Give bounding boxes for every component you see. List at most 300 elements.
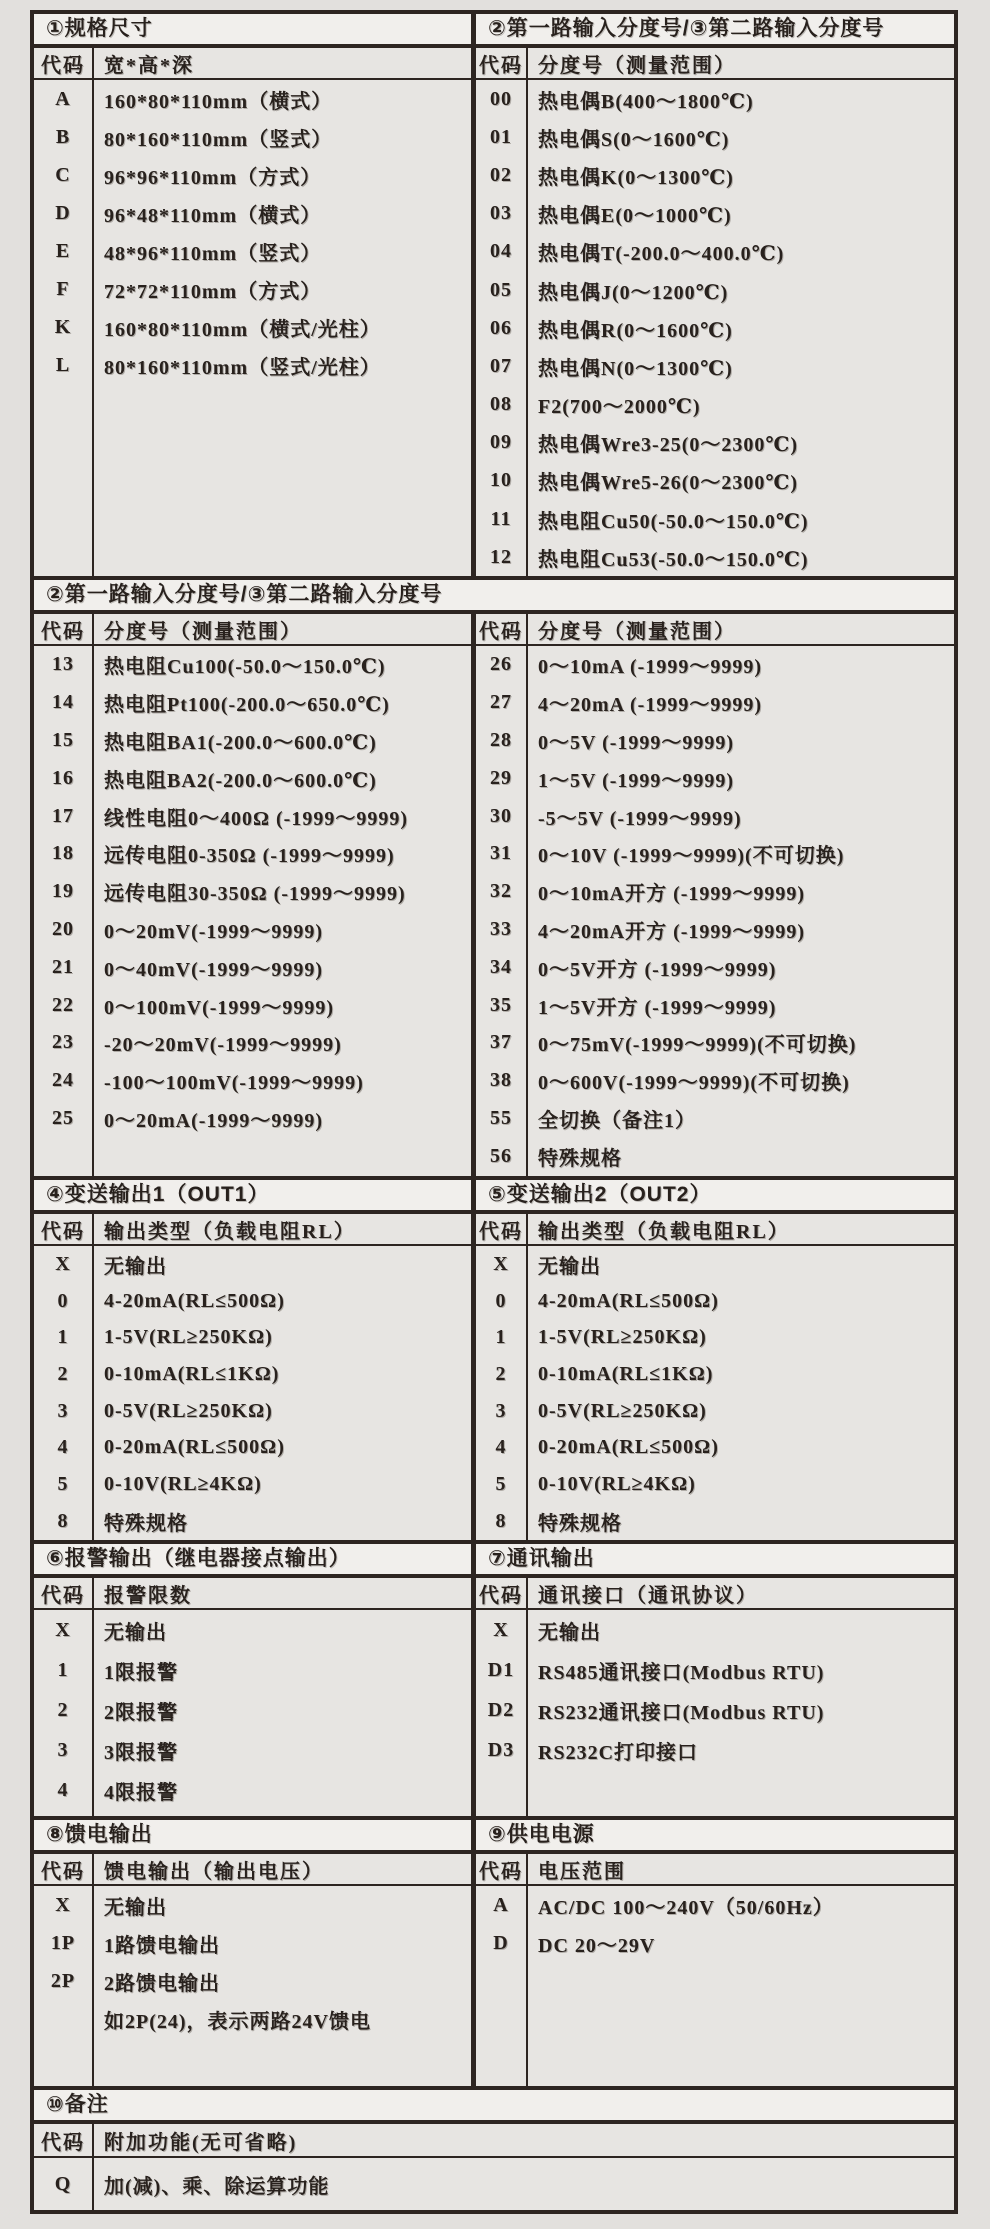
row-desc: 1～5V开方 (-1999～9999)	[538, 996, 777, 1019]
row-code: 3	[495, 1399, 507, 1422]
row-code: 8	[495, 1509, 507, 1532]
row-desc: 0～10mA开方 (-1999～9999)	[538, 883, 806, 906]
column-header	[34, 1214, 471, 1246]
table-row	[34, 1503, 471, 1540]
band-4	[34, 1540, 954, 1816]
row-code: 14	[52, 691, 74, 714]
row-desc: 4限报警	[104, 1781, 178, 1804]
row-code: 04	[490, 240, 512, 263]
section-input-range-part1	[476, 14, 954, 576]
row-code: 12	[490, 545, 512, 568]
table-row	[476, 538, 954, 576]
row-code: X	[55, 1893, 71, 1916]
desc-col-header: 宽*高*深	[104, 54, 194, 77]
table-row	[34, 346, 471, 384]
table-row	[476, 386, 954, 424]
row-desc: 160*80*110mm（横式/光柱）	[104, 318, 381, 341]
row-desc: 0-10mA(RL≤1KΩ)	[538, 1362, 714, 1385]
row-desc: 96*96*110mm（方式）	[104, 166, 322, 189]
row-desc: 热电偶Wre3-25(0～2300℃)	[538, 434, 798, 457]
section-title: ④变送输出1（OUT1）	[34, 1180, 471, 1214]
table-row	[476, 759, 954, 797]
table-row	[34, 1283, 471, 1320]
row-code: D	[55, 201, 71, 224]
row-code: A	[55, 87, 71, 110]
row-code: X	[55, 1618, 71, 1641]
row-desc: 如2P(24)，表示两路24V馈电	[104, 2010, 371, 2033]
row-desc: 热电阻BA2(-200.0～600.0℃)	[104, 769, 377, 792]
row-code: 4	[495, 1436, 507, 1459]
code-col-header: 代码	[479, 54, 523, 77]
row-code: 32	[490, 880, 512, 903]
section-feed-output	[34, 1820, 476, 2086]
row-desc: 1限报警	[104, 1661, 178, 1684]
table-row	[34, 1690, 471, 1730]
row-code: 5	[57, 1472, 69, 1495]
table-row	[476, 271, 954, 309]
row-code: 03	[490, 202, 512, 225]
table-row	[34, 646, 471, 684]
row-code: 1P	[50, 1931, 76, 1954]
column-header	[34, 2124, 954, 2158]
row-desc: 0-20mA(RL≤500Ω)	[104, 1436, 285, 1459]
row-code: 4	[57, 1436, 69, 1459]
row-desc: 4～20mA开方 (-1999～9999)	[538, 920, 806, 943]
row-code: D3	[487, 1738, 515, 1761]
row-code: 2P	[50, 1969, 76, 1992]
row-code: 29	[490, 766, 512, 789]
table-row	[34, 1924, 471, 1962]
row-code: 21	[52, 955, 74, 978]
column-header	[34, 614, 471, 646]
row-code: 2	[495, 1362, 507, 1385]
desc-col-header: 分度号（测量范围）	[104, 620, 302, 643]
section-input-range-part2	[34, 580, 954, 1176]
row-code: X	[55, 1252, 71, 1275]
row-desc: 热电阻Cu50(-50.0～150.0℃)	[538, 510, 809, 533]
section-transmit-out1	[34, 1180, 476, 1540]
row-desc: 1路馈电输出	[104, 1934, 220, 1957]
column-header	[476, 48, 954, 80]
row-code: 56	[490, 1144, 512, 1167]
row-desc: 1-5V(RL≥250KΩ)	[104, 1326, 273, 1349]
table-row	[476, 1886, 954, 1924]
row-code: 23	[52, 1031, 74, 1054]
table-row	[476, 1100, 954, 1138]
row-code: 5	[495, 1472, 507, 1495]
row-code: E	[55, 239, 71, 262]
row-desc: 特殊规格	[104, 1512, 188, 1535]
row-desc: 0～10mA (-1999～9999)	[538, 656, 762, 679]
desc-col-header: 分度号（测量范围）	[538, 54, 736, 77]
row-desc: 热电阻BA1(-200.0～600.0℃)	[104, 731, 377, 754]
table-row	[34, 722, 471, 760]
row-desc: 72*72*110mm（方式）	[104, 280, 322, 303]
row-code: 26	[490, 653, 512, 676]
row-desc: 热电阻Cu53(-50.0～150.0℃)	[538, 548, 809, 571]
row-code: 22	[52, 993, 74, 1016]
row-code: 0	[495, 1289, 507, 1312]
table-row	[34, 270, 471, 308]
row-desc: 热电偶T(-200.0～400.0℃)	[538, 243, 785, 266]
table-row	[476, 1466, 954, 1503]
section-alarm-output	[34, 1544, 476, 1816]
table-body	[34, 1886, 471, 2086]
table-row	[476, 1393, 954, 1430]
table-row	[34, 1319, 471, 1356]
table-row	[34, 1100, 471, 1138]
row-code: 55	[490, 1106, 512, 1129]
table-body	[476, 646, 954, 1176]
row-code: 02	[490, 163, 512, 186]
section-title: ⑧馈电输出	[34, 1820, 471, 1854]
table-row	[34, 156, 471, 194]
table-row	[476, 500, 954, 538]
table-row	[34, 873, 471, 911]
row-code: 3	[57, 1738, 69, 1761]
table-row	[34, 2158, 954, 2210]
table-row	[476, 1924, 954, 1962]
table-row	[476, 1319, 954, 1356]
table-body	[476, 1886, 954, 2086]
row-code: X	[493, 1618, 509, 1641]
row-code: 1	[57, 1326, 69, 1349]
row-desc: 2限报警	[104, 1701, 178, 1724]
row-code: 30	[490, 804, 512, 827]
table-row	[476, 873, 954, 911]
section-title: ⑩备注	[34, 2090, 954, 2124]
row-code: 4	[57, 1778, 69, 1801]
table-row	[476, 80, 954, 118]
table-body	[476, 1610, 954, 1816]
row-desc: 热电偶E(0～1000℃)	[538, 205, 732, 228]
row-desc: 无输出	[538, 1255, 601, 1278]
column-header	[34, 1854, 471, 1886]
table-row	[476, 1650, 954, 1690]
section-title: ⑥报警输出（继电器接点输出）	[34, 1544, 471, 1578]
table-body	[476, 80, 954, 576]
row-desc: F2(700～2000℃)	[538, 396, 701, 419]
desc-col-header: 输出类型（负载电阻RL）	[104, 1220, 356, 1243]
table-row	[476, 1356, 954, 1393]
row-desc: 0-10V(RL≥4KΩ)	[538, 1472, 696, 1495]
table-row	[476, 118, 954, 156]
row-desc: 0～20mV(-1999～9999)	[104, 920, 324, 943]
table-row	[476, 1690, 954, 1730]
desc-col-header: 通讯接口（通讯协议）	[538, 1584, 758, 1607]
row-code: 11	[490, 507, 512, 530]
table-row	[476, 1246, 954, 1283]
section-power-supply	[476, 1820, 954, 2086]
input-range-left-half	[34, 614, 476, 1176]
row-code: D1	[487, 1658, 515, 1681]
column-header	[476, 1578, 954, 1610]
table-row	[476, 309, 954, 347]
row-desc: 远传电阻0-350Ω (-1999～9999)	[104, 845, 395, 868]
table-row	[476, 233, 954, 271]
row-code: 01	[490, 125, 512, 148]
row-desc: 无输出	[104, 1255, 167, 1278]
row-desc: 热电阻Pt100(-200.0～650.0℃)	[104, 694, 390, 717]
row-desc: 无输出	[104, 1621, 167, 1644]
table-row	[34, 911, 471, 949]
row-desc: 热电偶J(0～1200℃)	[538, 281, 729, 304]
table-row	[34, 1730, 471, 1770]
table-row	[476, 986, 954, 1024]
table-row	[476, 1429, 954, 1466]
row-code: 08	[490, 393, 512, 416]
desc-col-header: 馈电输出（输出电压）	[104, 1860, 324, 1883]
row-code: 28	[490, 728, 512, 751]
row-code: L	[55, 353, 71, 376]
code-col-header: 代码	[479, 1584, 523, 1607]
table-row	[476, 948, 954, 986]
table-row	[34, 194, 471, 232]
code-col-header: 代码	[41, 620, 85, 643]
code-col-header: 代码	[41, 1220, 85, 1243]
table-row	[34, 1962, 471, 2000]
table-row	[34, 118, 471, 156]
table-body	[34, 1610, 471, 1816]
row-code: B	[55, 125, 71, 148]
desc-col-header: 输出类型（负载电阻RL）	[538, 1220, 790, 1243]
table-body	[476, 1246, 954, 1540]
row-code: 00	[490, 87, 512, 110]
table-row	[476, 1062, 954, 1100]
row-desc: 80*160*110mm（竖式/光柱）	[104, 356, 381, 379]
row-desc: 热电偶S(0～1600℃)	[538, 128, 730, 151]
section-title: ①规格尺寸	[34, 14, 471, 48]
row-code: 2	[57, 1362, 69, 1385]
table-row	[476, 1730, 954, 1770]
table-row	[476, 424, 954, 462]
row-desc: 加(减)、乘、除运算功能	[104, 2175, 330, 2198]
row-desc: 特殊规格	[538, 1512, 622, 1535]
row-desc: 0-5V(RL≥250KΩ)	[104, 1399, 273, 1422]
table-row	[34, 1650, 471, 1690]
table-row	[34, 1062, 471, 1100]
row-code: 05	[490, 278, 512, 301]
table-row	[34, 1886, 471, 1924]
table-body	[34, 1246, 471, 1540]
row-desc: 0～5V开方 (-1999～9999)	[538, 958, 777, 981]
desc-col-header: 附加功能(无可省略)	[104, 2131, 298, 2154]
row-desc: 全切换（备注1）	[538, 1109, 696, 1132]
row-desc: DC 20～29V	[538, 1934, 656, 1957]
row-desc: 1-5V(RL≥250KΩ)	[538, 1326, 707, 1349]
table-row	[34, 2000, 471, 2038]
row-desc: 4-20mA(RL≤500Ω)	[104, 1289, 285, 1312]
table-row	[476, 1137, 954, 1175]
row-code: 20	[52, 917, 74, 940]
row-desc: RS485通讯接口(Modbus RTU)	[538, 1661, 825, 1684]
row-desc: 4～20mA (-1999～9999)	[538, 694, 762, 717]
row-desc: 0-5V(RL≥250KΩ)	[538, 1399, 707, 1422]
row-code: 37	[490, 1031, 512, 1054]
table-row	[34, 684, 471, 722]
row-code: 2	[57, 1698, 69, 1721]
row-code: 18	[52, 842, 74, 865]
section-remarks	[34, 2090, 954, 2210]
row-desc: 热电偶K(0～1300℃)	[538, 166, 734, 189]
row-desc: 80*160*110mm（竖式）	[104, 128, 333, 151]
row-desc: 48*96*110mm（竖式）	[104, 242, 322, 265]
code-col-header: 代码	[41, 1860, 85, 1883]
row-code: K	[54, 315, 72, 338]
row-desc: 4-20mA(RL≤500Ω)	[538, 1289, 719, 1312]
row-desc: 热电偶R(0～1600℃)	[538, 319, 733, 342]
band-2	[34, 576, 954, 1176]
row-desc: 热电偶B(400～1800℃)	[538, 90, 754, 113]
table-row	[476, 195, 954, 233]
table-row	[34, 1024, 471, 1062]
table-row	[34, 1356, 471, 1393]
table-row	[34, 1466, 471, 1503]
row-desc: RS232通讯接口(Modbus RTU)	[538, 1701, 825, 1724]
section-title: ⑦通讯输出	[476, 1544, 954, 1578]
table-body	[34, 80, 471, 576]
row-code: 15	[52, 728, 74, 751]
section-title: ②第一路输入分度号/③第二路输入分度号	[34, 580, 954, 614]
table-row	[34, 835, 471, 873]
row-code: 8	[57, 1509, 69, 1532]
section-spec-size	[34, 14, 476, 576]
row-desc: 2路馈电输出	[104, 1972, 220, 1995]
table-row	[476, 1024, 954, 1062]
row-code: A	[493, 1893, 509, 1916]
row-desc: 0-10V(RL≥4KΩ)	[104, 1472, 262, 1495]
table-row	[476, 347, 954, 385]
section-title: ⑨供电电源	[476, 1820, 954, 1854]
table-row	[476, 646, 954, 684]
row-desc: 96*48*110mm（横式）	[104, 204, 322, 227]
row-desc: 3限报警	[104, 1741, 178, 1764]
row-desc: 0～5V (-1999～9999)	[538, 731, 735, 754]
table-row	[476, 684, 954, 722]
row-code: 16	[52, 766, 74, 789]
row-code: 25	[52, 1106, 74, 1129]
table-body	[34, 2158, 954, 2210]
band-1	[34, 14, 954, 576]
row-desc: 热电偶Wre5-26(0～2300℃)	[538, 472, 798, 495]
row-desc: -5～5V (-1999～9999)	[538, 807, 742, 830]
row-desc: 特殊规格	[538, 1147, 622, 1170]
section-halves	[34, 614, 954, 1176]
row-code: 07	[490, 354, 512, 377]
row-code: 34	[490, 955, 512, 978]
input-range-right-half	[476, 614, 954, 1176]
column-header	[476, 1214, 954, 1246]
row-code: 09	[490, 431, 512, 454]
table-body	[34, 646, 471, 1176]
row-desc: RS232C打印接口	[538, 1741, 699, 1764]
table-row	[476, 797, 954, 835]
code-col-header: 代码	[41, 1584, 85, 1607]
table-row	[476, 156, 954, 194]
row-code: 19	[52, 880, 74, 903]
row-desc: 线性电阻0～400Ω (-1999～9999)	[104, 807, 408, 830]
column-header	[476, 1854, 954, 1886]
row-desc: -20～20mV(-1999～9999)	[104, 1034, 342, 1057]
row-code: 27	[490, 691, 512, 714]
code-col-header: 代码	[479, 1860, 523, 1883]
row-desc: -100～100mV(-1999～9999)	[104, 1072, 364, 1095]
band-3	[34, 1176, 954, 1540]
row-code: X	[493, 1252, 509, 1275]
table-row	[34, 1429, 471, 1466]
table-row	[34, 948, 471, 986]
row-desc: 160*80*110mm（横式）	[104, 90, 333, 113]
row-code: Q	[54, 2172, 72, 2195]
column-header	[476, 614, 954, 646]
row-code: 1	[495, 1326, 507, 1349]
column-header	[34, 48, 471, 80]
row-desc: 0～10V (-1999～9999)(不可切换)	[538, 845, 845, 868]
desc-col-header: 电压范围	[538, 1860, 626, 1883]
row-code: D	[493, 1931, 509, 1954]
row-code: 1	[57, 1658, 69, 1681]
section-title: ②第一路输入分度号/③第二路输入分度号	[476, 14, 954, 48]
table-row	[476, 1283, 954, 1320]
row-desc: 热电阻Cu100(-50.0～150.0℃)	[104, 656, 386, 679]
desc-col-header: 报警限数	[104, 1584, 192, 1607]
table-row	[476, 462, 954, 500]
row-desc: 0-10mA(RL≤1KΩ)	[104, 1362, 280, 1385]
row-code: 33	[490, 917, 512, 940]
table-row	[34, 308, 471, 346]
row-desc: AC/DC 100～240V（50/60Hz）	[538, 1896, 834, 1919]
table-row	[476, 1503, 954, 1540]
table-row	[34, 797, 471, 835]
table-row	[34, 1770, 471, 1810]
row-desc: 无输出	[104, 1896, 167, 1919]
row-desc: 无输出	[538, 1621, 601, 1644]
code-col-header: 代码	[479, 1220, 523, 1243]
row-code: 06	[490, 316, 512, 339]
row-code: 3	[57, 1399, 69, 1422]
column-header	[34, 1578, 471, 1610]
section-title: ⑤变送输出2（OUT2）	[476, 1180, 954, 1214]
code-col-header: 代码	[41, 2131, 85, 2154]
row-code: C	[55, 163, 71, 186]
row-code: 38	[490, 1069, 512, 1092]
table-row	[34, 1393, 471, 1430]
section-transmit-out2	[476, 1180, 954, 1540]
row-desc: 0～75mV(-1999～9999)(不可切换)	[538, 1034, 857, 1057]
row-code: 13	[52, 653, 74, 676]
table-row	[34, 80, 471, 118]
section-comm-output	[476, 1544, 954, 1816]
row-code: 10	[490, 469, 512, 492]
row-desc: 0～100mV(-1999～9999)	[104, 996, 335, 1019]
table-row	[476, 1610, 954, 1650]
table-row	[34, 232, 471, 270]
table-row	[34, 1246, 471, 1283]
band-6	[34, 2086, 954, 2210]
desc-col-header: 分度号（测量范围）	[538, 620, 736, 643]
row-code: 31	[490, 842, 512, 865]
row-code: 24	[52, 1069, 74, 1092]
row-code: F	[56, 277, 70, 300]
row-code: 35	[490, 993, 512, 1016]
band-5	[34, 1816, 954, 2086]
table-row	[476, 835, 954, 873]
row-desc: 0～20mA(-1999～9999)	[104, 1109, 324, 1132]
table-row	[34, 759, 471, 797]
code-col-header: 代码	[41, 54, 85, 77]
row-desc: 1～5V (-1999～9999)	[538, 769, 735, 792]
table-row	[476, 722, 954, 760]
